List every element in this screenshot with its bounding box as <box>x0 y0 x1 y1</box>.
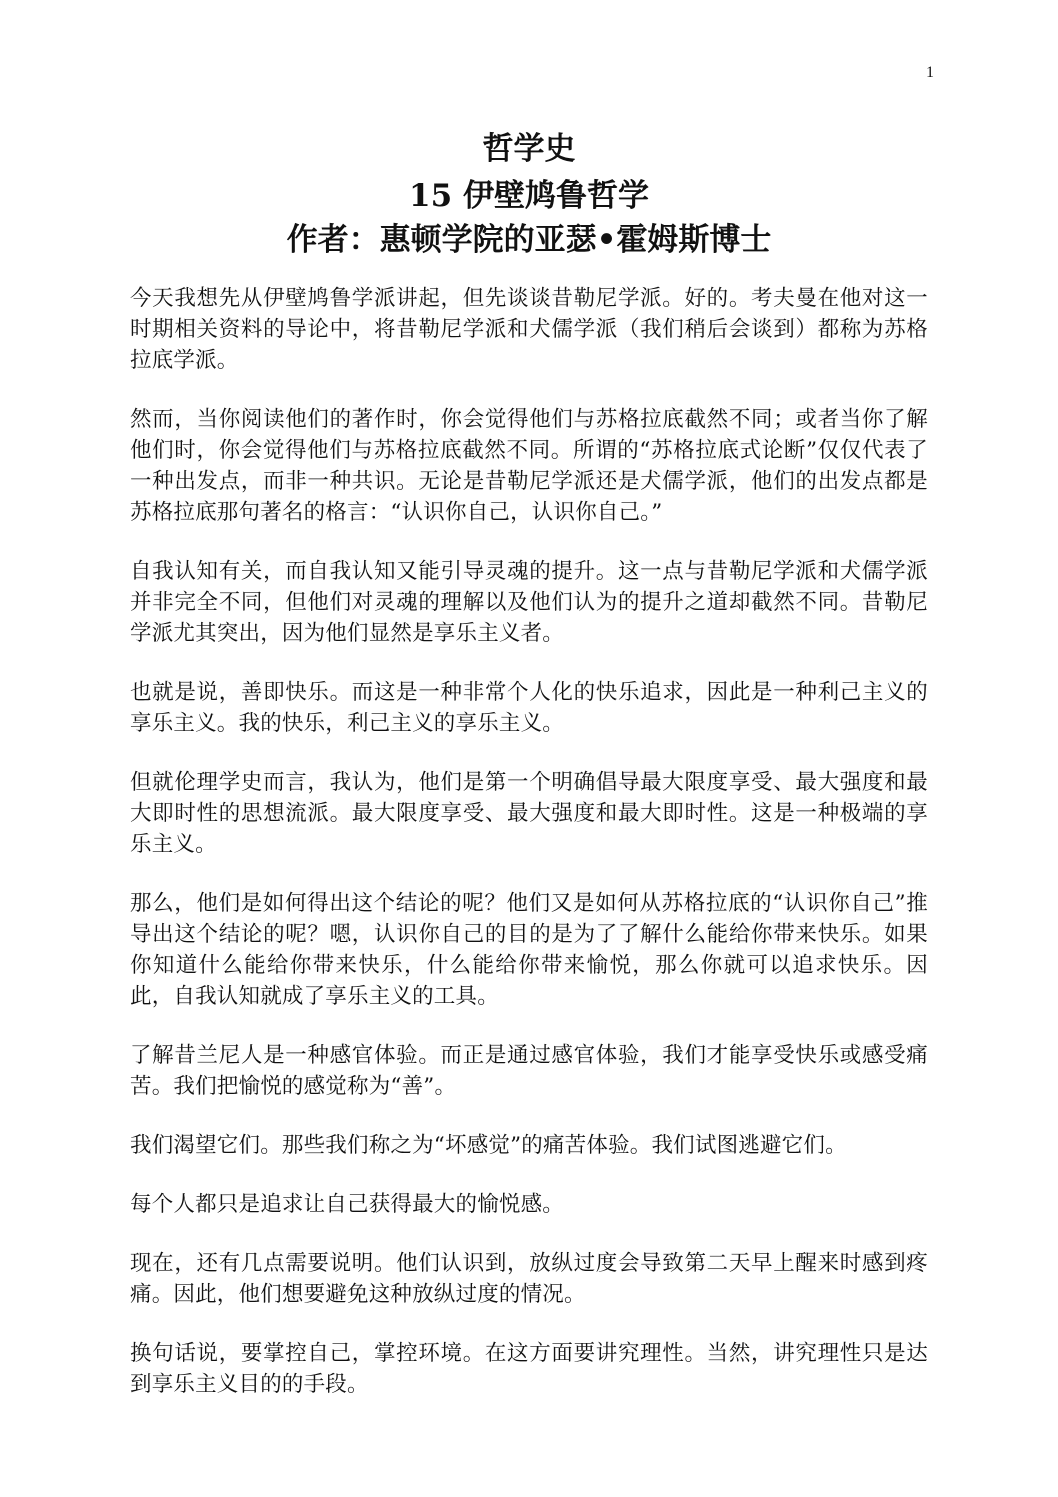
paragraph: 自我认知有关，而自我认知又能引导灵魂的提升。这一点与昔勒尼学派和犬儒学派并非完全不同，但他们对灵魂的理解以及他们认为的提升之道却截然不同。昔勒尼学派尤其突出，因为他们显然是享乐主义者。 <box>130 559 928 646</box>
paragraph: 换句话说，要掌控自己，掌控环境。在这方面要讲究理性。当然，讲究理性只是达到享乐主义目的的手段。 <box>130 1341 928 1397</box>
paragraph: 我们渴望它们。那些我们称之为“坏感觉”的痛苦体验。我们试图逃避它们。 <box>130 1133 847 1158</box>
paragraph: 那么，他们是如何得出这个结论的呢？他们又是如何从苏格拉底的“认识你自己”推导出这个结论的呢？嗯，认识你自己的目的是为了了解什么能给你带来快乐。如果你知道什么能给你带来快乐，什么能给你带来愉悦，那么你就可以追求快乐。因此，自我认知就成了享乐主义的工具。 <box>130 891 928 1009</box>
paragraph: 现在，还有几点需要说明。他们认识到，放纵过度会导致第二天早上醒来时感到疼痛。因此，他们想要避免这种放纵过度的情况。 <box>130 1251 928 1307</box>
document-title: 哲学史 <box>482 131 576 167</box>
paragraph: 也就是说，善即快乐。而这是一种非常个人化的快乐追求，因此是一种利己主义的享乐主义。我的快乐，利己主义的享乐主义。 <box>130 680 928 736</box>
author-line: 作者：惠顿学院的亚瑟•霍姆斯博士 <box>286 222 772 258</box>
body-text <box>130 283 928 1428</box>
title-block <box>0 128 1058 261</box>
paragraph: 但就伦理学史而言，我认为，他们是第一个明确倡导最大限度享受、最大强度和最大即时性的思想流派。最大限度享受、最大强度和最大即时性。这是一种极端的享乐主义。 <box>130 770 928 857</box>
paragraph: 了解昔兰尼人是一种感官体验。而正是通过感官体验，我们才能享受快乐或感受痛苦。我们把愉悦的感觉称为“善”。 <box>130 1043 928 1099</box>
paragraph: 然而，当你阅读他们的著作时，你会觉得他们与苏格拉底截然不同；或者当你了解他们时，你会觉得他们与苏格拉底截然不同。所谓的“苏格拉底式论断”仅仅代表了一种出发点，而非一种共识。无论是昔勒尼学派还是犬儒学派，他们的出发点都是苏格拉底那句著名的格言：“认识你自己，认识你自己。” <box>130 407 928 525</box>
page-number: 1 <box>926 64 934 81</box>
paragraph: 今天我想先从伊壁鸠鲁学派讲起，但先谈谈昔勒尼学派。好的。考夫曼在他对这一时期相关资料的导论中，将昔勒尼学派和犬儒学派（我们稍后会谈到）都称为苏格拉底学派。 <box>130 286 928 373</box>
paragraph: 每个人都只是追求让自己获得最大的愉悦感。 <box>130 1192 565 1217</box>
lecture-title: 15 伊壁鸠鲁哲学 <box>409 178 649 214</box>
